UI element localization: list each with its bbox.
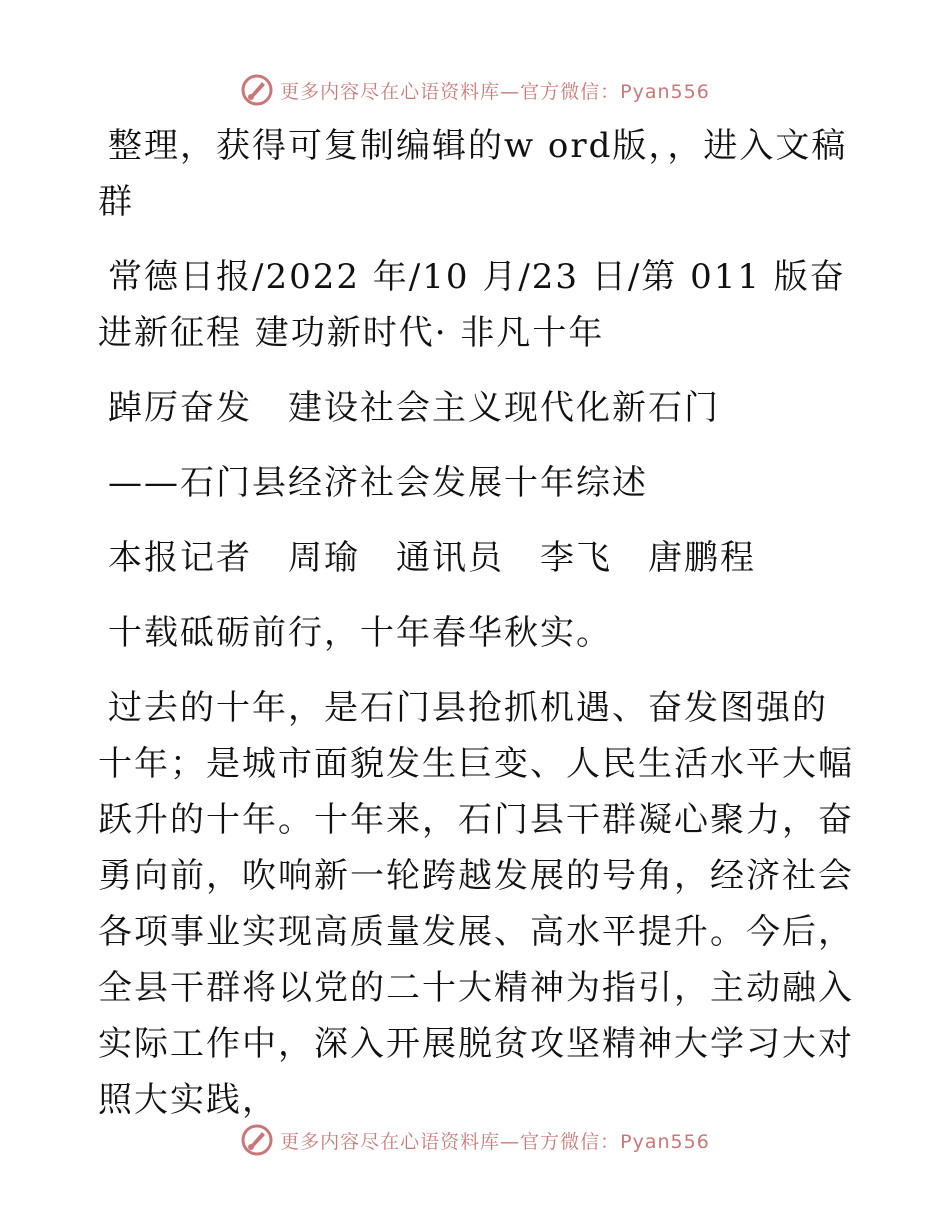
header-watermark <box>0 70 950 110</box>
intro-paragraph: 整理，获得可复制编辑的w ord版，，进入文稿群 <box>98 126 848 222</box>
byline: 本报记者 周瑜 通讯员 李飞 唐鹏程 <box>108 538 756 578</box>
article-subtitle: ——石门县经济社会发展十年综述 <box>108 463 648 503</box>
lead-sentence: 十载砥砺前行，十年春华秋实。 <box>108 613 612 653</box>
brush-logo-icon <box>240 73 274 107</box>
article-title: 踔厉奋发 建设社会主义现代化新石门 <box>108 388 720 428</box>
source-line: 常德日报/2022 年/10 月/23 日/第 011 版奋进新征程 建功新时代· 非凡十年 <box>98 257 846 353</box>
document-body <box>98 118 858 1147</box>
body-paragraph: 过去的十年，是石门县抢抓机遇、奋发图强的十年；是城市面貌发生巨变、人民生活水平大幅跃升的十年。十年来，石门县干群凝心聚力，奋勇向前，吹响新一轮跨越发展的号角，经济社会各项事业实现高质量发展、高水平提升。今后，全县干群将以党的二十大精神为指引，主动融入实际工作中，深入开展脱贫攻坚精神大学习大对照大实践， <box>98 688 854 1120</box>
brush-logo-icon <box>240 1123 274 1157</box>
watermark-text: 更多内容尽在心语资料库—官方微信：Pyan556 <box>280 80 710 103</box>
footer-watermark <box>0 1120 950 1160</box>
watermark-text: 更多内容尽在心语资料库—官方微信：Pyan556 <box>280 1130 710 1153</box>
